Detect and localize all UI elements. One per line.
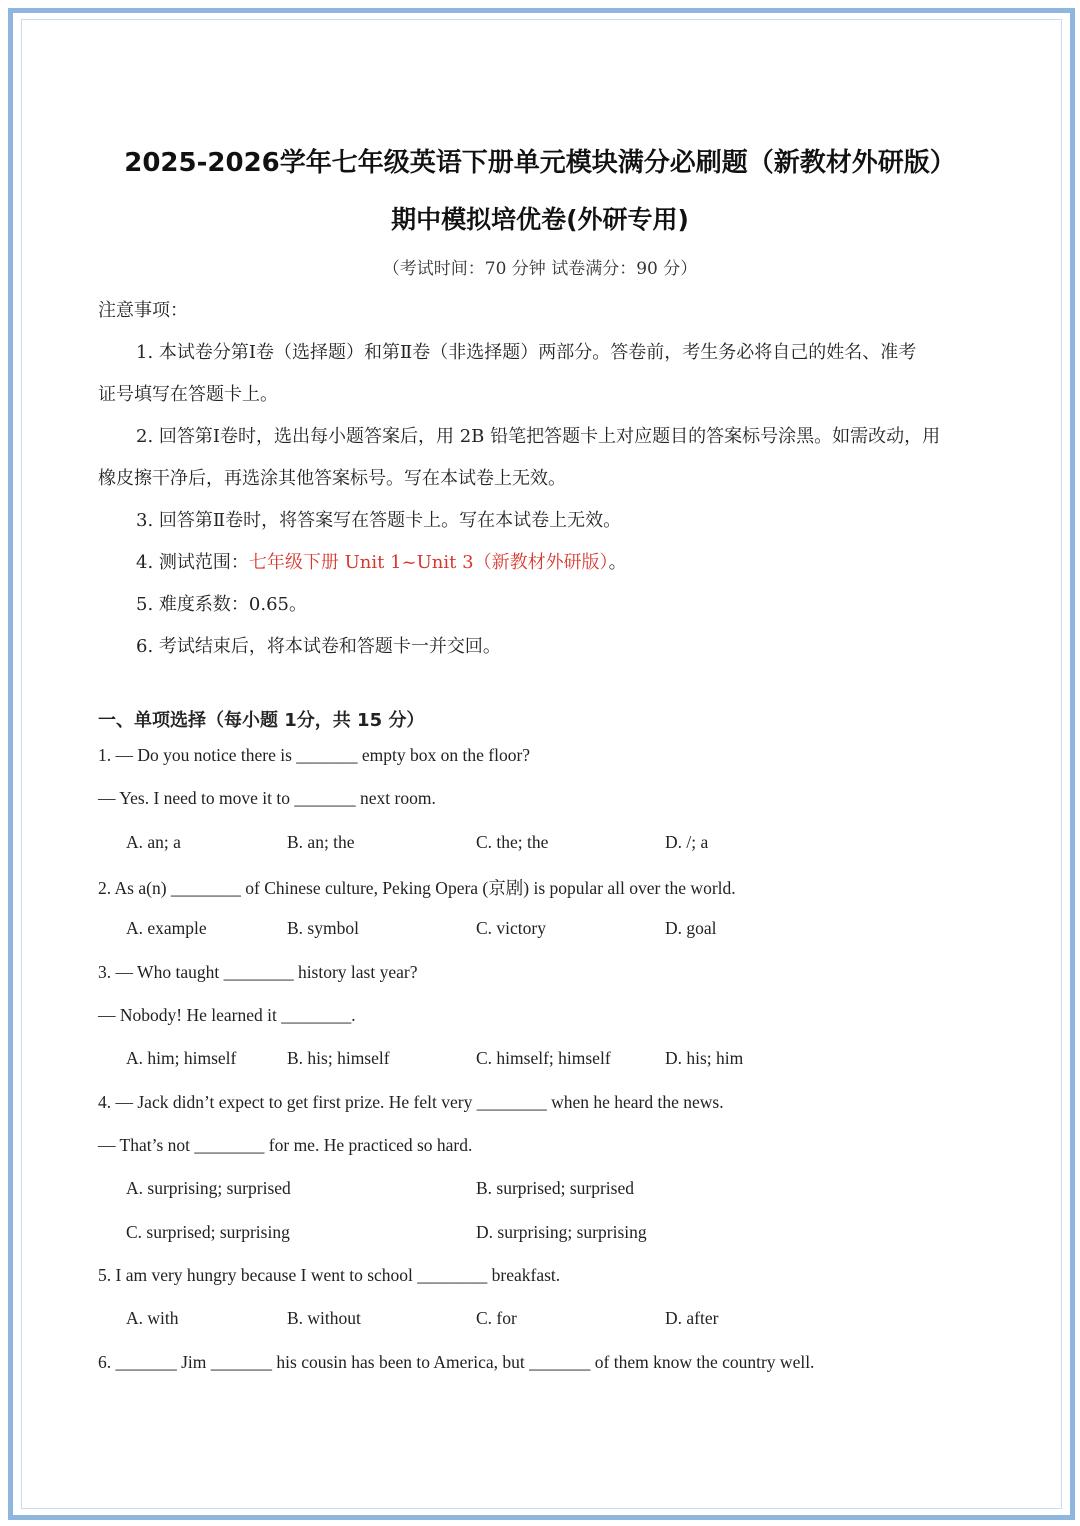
question-6: 6. _______ Jim _______ his cousin has been to America, but _______ of them know the country well. — [98, 1352, 815, 1372]
notice-item-5: 5. 难度系数：0.65。 — [136, 594, 307, 615]
q5-option-a: A. with — [126, 1308, 179, 1328]
notice-item-4 — [136, 548, 627, 574]
q5-option-d: D. after — [665, 1308, 719, 1328]
notice-heading: 注意事项： — [98, 300, 188, 321]
question-1-reply: — Yes. I need to move it to _______ next room. — [98, 788, 436, 808]
exam-info: （考试时间：70 分钟 试卷满分：90 分） — [382, 259, 698, 279]
q4-option-c: C. surprised; surprising — [126, 1222, 290, 1242]
q1-option-d: D. /; a — [665, 832, 709, 852]
exam-title: 2025-2026学年七年级英语下册单元模块满分必刷题（新教材外研版） — [124, 148, 956, 178]
question-4: 4. — Jack didn’t expect to get first prize. He felt very ________ when he heard the news. — [98, 1092, 724, 1112]
question-2: 2. As a(n) ________ of Chinese culture, Peking Opera (京剧) is popular all over the world. — [98, 878, 736, 898]
section-heading: 一、单项选择（每小题 1分，共 15 分） — [98, 710, 425, 731]
notice-item-2: 2. 回答第Ⅰ卷时，选出每小题答案后，用 2B 铅笔把答题卡上对应题目的答案标号涂黑。如需改动，用 — [136, 426, 941, 447]
notice-item-6: 6. 考试结束后，将本试卷和答题卡一并交回。 — [136, 636, 501, 657]
q2-option-a: A. example — [126, 918, 207, 938]
q3-option-c: C. himself; himself — [476, 1048, 611, 1068]
q3-option-b: B. his; himself — [287, 1048, 390, 1068]
q4-option-d: D. surprising; surprising — [476, 1222, 647, 1242]
q2-option-b: B. symbol — [287, 918, 359, 938]
notice-item-4-suffix: 。 — [608, 552, 627, 573]
q3-option-d: D. his; him — [665, 1048, 744, 1068]
exam-subtitle: 期中模拟培优卷(外研专用) — [391, 205, 689, 234]
notice-item-1-cont: 证号填写在答题卡上。 — [98, 384, 278, 405]
q1-option-c: C. the; the — [476, 832, 549, 852]
q1-option-b: B. an; the — [287, 832, 355, 852]
q2-option-c: C. victory — [476, 918, 546, 938]
q3-option-a: A. him; himself — [126, 1048, 237, 1068]
notice-item-3: 3. 回答第Ⅱ卷时，将答案写在答题卡上。写在本试卷上无效。 — [136, 510, 622, 531]
q2-option-d: D. goal — [665, 918, 717, 938]
q5-option-b: B. without — [287, 1308, 361, 1328]
notice-item-4-prefix: 4. 测试范围： — [136, 552, 249, 573]
test-scope: 七年级下册 Unit 1~Unit 3（新教材外研版） — [248, 552, 609, 573]
question-5: 5. I am very hungry because I went to school ________ breakfast. — [98, 1265, 561, 1285]
question-3-reply: — Nobody! He learned it ________. — [98, 1005, 356, 1025]
q1-option-a: A. an; a — [126, 832, 181, 852]
notice-item-2-cont: 橡皮擦干净后，再选涂其他答案标号。写在本试卷上无效。 — [98, 468, 566, 489]
notice-item-1: 1. 本试卷分第Ⅰ卷（选择题）和第Ⅱ卷（非选择题）两部分。答卷前，考生务必将自己的姓名、准考 — [136, 342, 917, 363]
q4-option-b: B. surprised; surprised — [476, 1178, 634, 1198]
question-4-reply: — That’s not ________ for me. He practiced so hard. — [98, 1135, 473, 1155]
question-1: 1. — Do you notice there is _______ empty box on the floor? — [98, 745, 531, 765]
q4-option-a: A. surprising; surprised — [126, 1178, 291, 1198]
question-3: 3. — Who taught ________ history last year? — [98, 962, 418, 982]
q5-option-c: C. for — [476, 1308, 517, 1328]
